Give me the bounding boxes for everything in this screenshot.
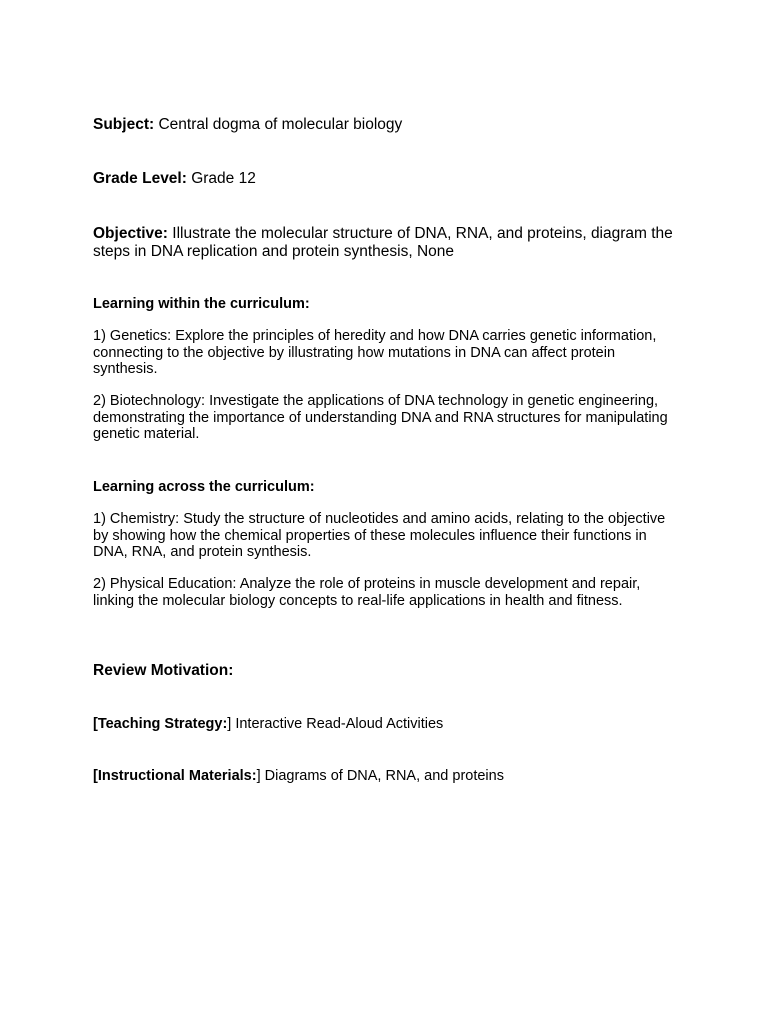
subject-line: [93, 116, 683, 134]
instructional-materials-close: ]: [256, 768, 261, 784]
across-curriculum-item-1: 1) Chemistry: Study the structure of nucleotides and amino acids, relating to the objective by showing how the chemical properties of these molecules influence their functions in DNA, RNA, and protein synthesis.: [93, 511, 666, 561]
objective-line: [93, 225, 683, 261]
within-curriculum-heading: Learning within the curriculum:: [93, 296, 310, 312]
grade-level-value: Grade 12: [191, 170, 256, 187]
across-curriculum-heading: Learning across the curriculum:: [93, 479, 315, 495]
teaching-strategy-close: ]: [227, 716, 232, 732]
across-curriculum-item-2: 2) Physical Education: Analyze the role of proteins in muscle development and repair, linking the molecular biology concepts to real-life applications in health and fitness.: [93, 576, 641, 609]
instructional-materials-value: Diagrams of DNA, RNA, and proteins: [260, 768, 504, 784]
teaching-strategy-value: Interactive Read-Aloud Activities: [231, 716, 444, 732]
objective-value: Illustrate the molecular structure of DNA, RNA, and proteins, diagram the steps in DNA replication and protein synthesis, None: [93, 225, 673, 260]
within-curriculum-item-1: 1) Genetics: Explore the principles of heredity and how DNA carries genetic information, connecting to the objective by illustrating how mutations in DNA can affect protein synthesis.: [93, 328, 657, 378]
teaching-strategy-label: [Teaching Strategy:: [93, 716, 228, 732]
within-curriculum-item-2: 2) Biotechnology: Investigate the applications of DNA technology in genetic engineering, demonstrating the importance of understanding DNA and RNA structures for manipulating genetic material.: [93, 393, 668, 443]
grade-level-label: Grade Level:: [93, 170, 187, 187]
instructional-materials-line: [93, 768, 683, 785]
objective-label: Objective:: [93, 225, 168, 242]
grade-level-line: [93, 170, 683, 188]
subject-label: Subject:: [93, 116, 155, 133]
review-motivation-heading: Review Motivation:: [93, 662, 234, 679]
teaching-strategy-line: [93, 716, 683, 733]
subject-value: Central dogma of molecular biology: [158, 116, 403, 133]
instructional-materials-label: [Instructional Materials:: [93, 768, 257, 784]
